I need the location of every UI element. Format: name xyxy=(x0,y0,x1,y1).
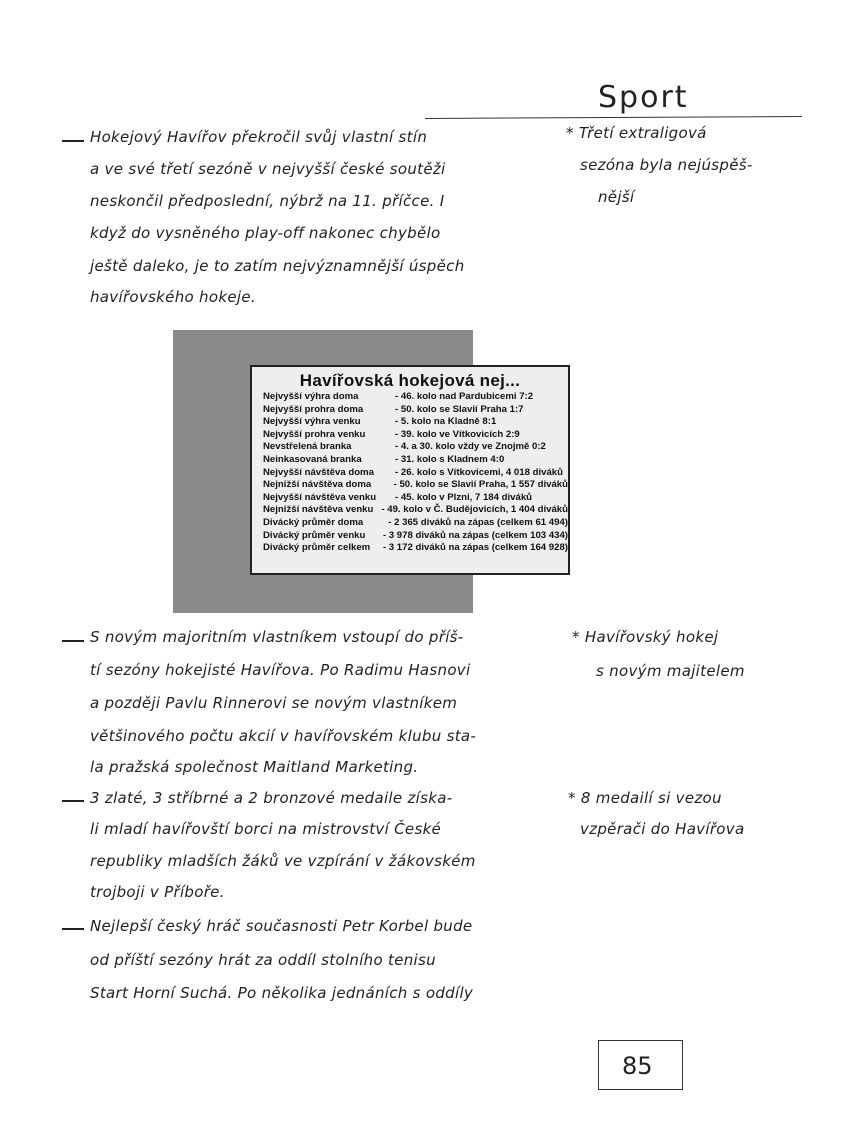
record-label: Divácký průměr doma xyxy=(263,516,364,528)
text-line: Start Horní Suchá. Po několika jednáních s oddíly xyxy=(90,984,474,1002)
record-label: Nevstřelená branka xyxy=(263,441,352,453)
margin-note: sezóna byla nejúspěš- xyxy=(580,156,753,174)
bullet-dash xyxy=(62,140,84,142)
record-value: - 39. kolo ve Vítkovicích 2:9 xyxy=(395,428,520,440)
record-value: - 49. kolo v Č. Budějovicích, 1 404 diváků xyxy=(381,504,568,516)
record-label: Divácký průměr celkem xyxy=(263,542,371,554)
clipping-row xyxy=(252,517,568,530)
title-underline xyxy=(425,116,802,119)
newspaper-clipping xyxy=(250,365,570,575)
record-label: Neinkasovaná branka xyxy=(263,453,362,465)
clipping-row xyxy=(252,416,568,429)
text-line: trojboji v Příboře. xyxy=(90,883,225,901)
text-line: ještě daleko, je to zatím nejvýznamnější úspěch xyxy=(90,257,465,275)
text-line: Nejlepší český hráč současnosti Petr Korbel bude xyxy=(90,917,473,935)
text-line: republiky mladších žáků ve vzpírání v žákovském xyxy=(90,852,476,870)
record-value: - 45. kolo v Plzni, 7 184 diváků xyxy=(395,491,533,503)
clipping-row xyxy=(252,391,568,404)
record-label: Nejvyšší návštěva venku xyxy=(263,491,377,503)
margin-note: nější xyxy=(598,188,635,206)
text-line: Hokejový Havířov překročil svůj vlastní stín xyxy=(90,128,428,146)
text-line: a ve své třetí sezóně v nejvyšší české soutěži xyxy=(90,160,446,178)
clipping-row xyxy=(252,454,568,467)
text-line: a později Pavlu Rinnerovi se novým vlastníkem xyxy=(90,694,458,712)
clipping-row xyxy=(252,530,568,543)
record-label: Nejvyšší výhra doma xyxy=(263,391,359,402)
record-label: Divácký průměr venku xyxy=(263,529,366,541)
clipping-row xyxy=(252,479,568,492)
clipping-row xyxy=(252,429,568,442)
record-label: Nejvyšší prohra doma xyxy=(263,403,364,415)
clipping-row xyxy=(252,492,568,505)
margin-note: * 8 medailí si vezou xyxy=(568,789,722,807)
record-value: - 31. kolo s Kladnem 4:0 xyxy=(395,453,505,465)
bullet-dash xyxy=(62,640,84,642)
margin-note: s novým majitelem xyxy=(596,662,745,680)
text-line: od příští sezóny hrát za oddíl stolního tenisu xyxy=(90,951,436,969)
clipping-row xyxy=(252,542,568,555)
margin-note: vzpěrači do Havířova xyxy=(580,820,745,838)
text-line: 3 zlaté, 3 stříbrné a 2 bronzové medaile získa- xyxy=(90,789,453,807)
text-line: většinového počtu akcií v havířovském klubu sta- xyxy=(90,727,477,745)
record-value: - 46. kolo nad Pardubicemi 7:2 xyxy=(395,391,534,402)
record-value: - 3 172 diváků na zápas (celkem 164 928) xyxy=(382,542,568,554)
clipping-row xyxy=(252,441,568,454)
clipping-row xyxy=(252,404,568,417)
bullet-dash xyxy=(62,800,84,802)
record-label: Nejvyšší návštěva doma xyxy=(263,466,374,478)
clipping-title: Havířovská hokejová nej... xyxy=(299,371,521,390)
margin-note: * Třetí extraligová xyxy=(566,124,707,142)
record-value: - 2 365 diváků na zápas (celkem 61 494) xyxy=(388,516,568,528)
record-label: Nejvyšší výhra venku xyxy=(263,416,361,428)
record-value: - 26. kolo s Vítkovicemi, 4 018 diváků xyxy=(395,466,563,478)
record-value: - 50. kolo se Slavií Praha 1:7 xyxy=(395,403,524,415)
record-value: - 5. kolo na Kladně 8:1 xyxy=(395,416,497,428)
text-line: tí sezóny hokejisté Havířova. Po Radimu Hasnovi xyxy=(90,661,471,679)
text-line: když do vysněného play-off nakonec chybělo xyxy=(90,224,441,242)
clipping-row xyxy=(252,467,568,480)
page-title: Sport xyxy=(598,80,689,115)
text-line: la pražská společnost Maitland Marketing. xyxy=(90,758,419,776)
text-line: neskončil předposlední, nýbrž na 11. příčce. I xyxy=(90,192,445,210)
margin-note: * Havířovský hokej xyxy=(572,628,719,646)
text-line: havířovského hokeje. xyxy=(90,288,256,306)
record-label: Nejvyšší prohra venku xyxy=(263,428,366,440)
text-line: S novým majoritním vlastníkem vstoupí do příš- xyxy=(90,628,464,646)
record-label: Nejnižší návštěva venku xyxy=(263,504,374,516)
bullet-dash xyxy=(62,928,84,930)
text-line: li mladí havířovští borci na mistrovství České xyxy=(90,820,442,838)
page-number: 85 xyxy=(622,1052,653,1080)
record-value: - 50. kolo se Slavií Praha, 1 557 diváků xyxy=(393,479,568,491)
record-value: - 4. a 30. kolo vždy ve Znojmě 0:2 xyxy=(395,441,546,453)
record-value: - 3 978 diváků na zápas (celkem 103 434) xyxy=(382,529,568,541)
record-label: Nejnižší návštěva doma xyxy=(263,479,372,491)
clipping-row xyxy=(252,504,568,517)
